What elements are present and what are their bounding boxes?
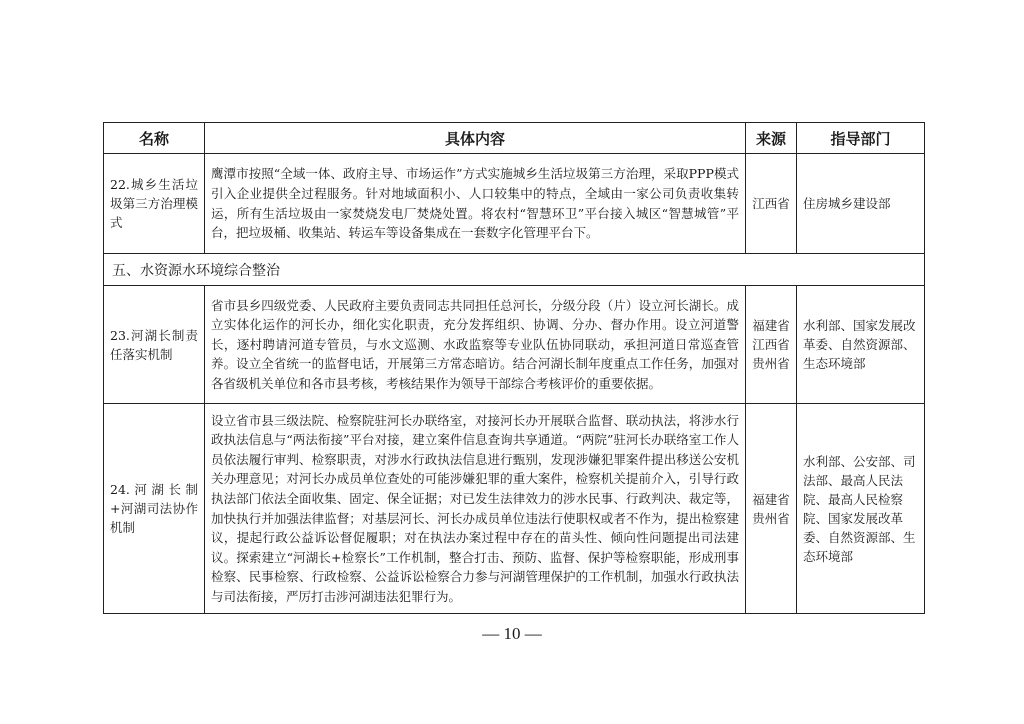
policy-table: [103, 122, 925, 614]
table-row: [104, 404, 925, 614]
header-content: 具体内容: [205, 123, 746, 154]
section-heading: 五、水资源水环境综合整治: [104, 254, 925, 286]
row-dept: 水利部、国家发展改革委、自然资源部、生态环境部: [797, 286, 925, 404]
section-row: [104, 254, 925, 286]
header-name: 名称: [104, 123, 205, 154]
row-content: 设立省市县三级法院、检察院驻河长办联络室，对接河长办开展联合监督、联动执法，将涉水行政执法信息与“两法衔接”平台对接，建立案件信息查询共享通道。“两院”驻河长办联络室工作人员依法履行审判、检察职责，对涉水行政执法信息进行甄别，发现涉嫌犯罪案件提出移送公安机关办理意见；对河长办成员单位查处的可能涉嫌犯罪的重大案件，检察机关提前介入，引导行政执法部门依法全面收集、固定、保全证据；对已发生法律效力的涉水民事、行政判决、裁定等，加快执行并加强法律监督；对基层河长、河长办成员单位违法行使职权或者不作为，提出检察建议，提起行政公益诉讼督促履职；对在执法办案过程中存在的苗头性、倾向性问题提出司法建议。探索建立“河湖长+检察长”工作机制，整合打击、预防、监督、保护等检察职能，形成刑事检察、民事检察、行政检察、公益诉讼检察合力参与河湖管理保护的工作机制，加强水行政执法与司法衔接，严厉打击涉河湖违法犯罪行为。: [205, 404, 746, 614]
row-name: 22.城乡生活垃圾第三方治理模式: [104, 154, 205, 254]
row-dept: 水利部、公安部、司法部、最高人民法院、最高人民检察院、国家发展改革委、自然资源部、生态环境部: [797, 404, 925, 614]
row-content: 鹰潭市按照“全域一体、政府主导、市场运作”方式实施城乡生活垃圾第三方治理，采取PPP模式引入企业提供全过程服务。针对地域面积小、人口较集中的特点，全域由一家公司负责收集转运，所有生活垃圾由一家焚烧发电厂焚烧处置。将农村“智慧环卫”平台接入城区“智慧城管”平台，把垃圾桶、收集站、转运车等设备集成在一套数字化管理平台下。: [205, 154, 746, 254]
row-source: 福建省贵州省: [746, 404, 797, 614]
row-source: 福建省江西省贵州省: [746, 286, 797, 404]
row-name: 23.河湖长制责任落实机制: [104, 286, 205, 404]
row-source: 江西省: [746, 154, 797, 254]
header-dept: 指导部门: [797, 123, 925, 154]
table-row: [104, 154, 925, 254]
header-source: 来源: [746, 123, 797, 154]
row-name: 24.河湖长制+河湖司法协作机制: [104, 404, 205, 614]
table-row: [104, 286, 925, 404]
row-dept: 住房城乡建设部: [797, 154, 925, 254]
page-number: — 10 —: [482, 624, 542, 643]
row-content: 省市县乡四级党委、人民政府主要负责同志共同担任总河长，分级分段（片）设立河长湖长。成立实体化运作的河长办，细化实化职责，充分发挥组织、协调、分办、督办作用。设立河道警长，逐村聘请河道专管员，与水文巡测、水政监察等专业队伍协同联动，承担河道日常巡查管养。设立全省统一的监督电话，开展第三方常态暗访。结合河湖长制年度重点工作任务，加强对各省级机关单位和各市县考核，考核结果作为领导干部综合考核评价的重要依据。: [205, 286, 746, 404]
table-header-row: [104, 123, 925, 154]
